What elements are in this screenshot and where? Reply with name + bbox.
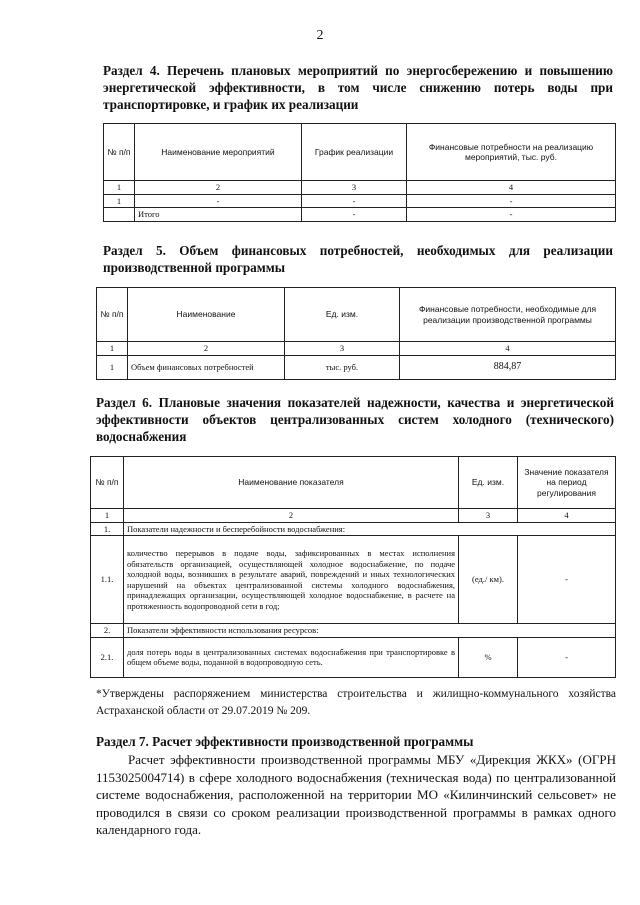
header-cell: Наименование — [128, 288, 285, 342]
table-row — [104, 208, 616, 222]
table-row — [97, 342, 616, 356]
table-row — [91, 637, 616, 677]
table-cell: 2 — [124, 509, 459, 523]
table-cell: % — [459, 637, 518, 677]
table-cell: 3 — [302, 181, 407, 195]
table-cell: 2 — [135, 181, 302, 195]
section5-title: Раздел 5. Объем финансовых потребностей, необходимых для реализации производственной программы — [103, 243, 613, 275]
table-cell: 2.1. — [91, 637, 124, 677]
table-cell — [104, 208, 135, 222]
header-cell: Ед. изм. — [285, 288, 400, 342]
table-header-row — [104, 124, 616, 181]
header-cell: № п/п — [104, 124, 135, 181]
table-row — [104, 194, 616, 208]
table-cell: 4 — [407, 181, 616, 195]
header-cell: Наименование мероприятий — [135, 124, 302, 181]
table-cell: - — [407, 194, 616, 208]
table-row — [91, 624, 616, 638]
table-cell: 1 — [97, 355, 128, 379]
section6-title: Раздел 6. Плановые значения показателей надежности, качества и энергетической эффективности объектов централизованных систем холодного (технического) водоснабжения — [96, 395, 614, 444]
group-label: Показатели эффективности использования ресурсов: — [124, 624, 616, 638]
table-cell: 1.1. — [91, 536, 124, 624]
section6-table — [90, 456, 616, 678]
table-cell: 1 — [104, 181, 135, 195]
table-cell: - — [407, 208, 616, 222]
table-cell: 4 — [518, 509, 616, 523]
table-cell: тыс. руб. — [285, 355, 400, 379]
table-header-row — [91, 457, 616, 509]
table-cell: (ед./ км). — [459, 536, 518, 624]
total-label: Итого — [135, 208, 302, 222]
table-cell: 2. — [91, 624, 124, 638]
table-row — [91, 509, 616, 523]
header-cell: Значение показателя на период регулирования — [518, 457, 616, 509]
table-cell: - — [302, 208, 407, 222]
indicator-text: количество перерывов в подаче воды, зафиксированных в местах исполнения обязательств организацией, осуществляющей холодное водоснабжение, по подаче холодной воды, возникших в результате аварий, повреждений и иных технологических нарушений на объектах централизованной системы холодного водоснабжения, принадлежащих организации, осуществляющей холодное водоснабжение, в расчете на протяженность водопроводной сети в год; — [124, 536, 459, 624]
header-cell: Финансовые потребности на реализацию мероприятий, тыс. руб. — [407, 124, 616, 181]
table-cell: - — [518, 637, 616, 677]
table-cell: 1 — [97, 342, 128, 356]
table-row — [91, 536, 616, 624]
section4-table — [103, 123, 616, 222]
table-row — [97, 355, 616, 379]
table-row — [91, 522, 616, 536]
section4-title: Раздел 4. Перечень плановых мероприятий по энергосбережению и повышению энергетической эффективности, в том числе снижению потерь воды при транспортировке, и график их реализации — [103, 63, 613, 112]
header-cell: График реализации — [302, 124, 407, 181]
table-cell: 1 — [91, 509, 124, 523]
table-cell: - — [518, 536, 616, 624]
header-cell: Финансовые потребности, необходимые для реализации производственной программы — [400, 288, 616, 342]
section5-table — [96, 287, 616, 380]
table-cell: 1 — [104, 194, 135, 208]
group-label: Показатели надежности и бесперебойности водоснабжения: — [124, 522, 616, 536]
table-cell: 884,87 — [400, 355, 616, 379]
table-row — [104, 181, 616, 195]
table-cell: 4 — [400, 342, 616, 356]
header-cell: Ед. изм. — [459, 457, 518, 509]
header-cell: № п/п — [97, 288, 128, 342]
header-cell: Наименование показателя — [124, 457, 459, 509]
footnote: *Утверждены распоряжением министерства строительства и жилищно-коммунального хозяйства Астраханской области от 29.07.2019 № 209. — [96, 688, 616, 717]
table-cell: Объем финансовых потребностей — [128, 355, 285, 379]
table-cell: 3 — [459, 509, 518, 523]
section7-title: Раздел 7. Расчет эффективности производственной программы — [96, 734, 474, 749]
table-header-row — [97, 288, 616, 342]
table-cell: - — [135, 194, 302, 208]
table-cell: 2 — [128, 342, 285, 356]
header-cell: № п/п — [91, 457, 124, 509]
section7-text: Расчет эффективности производственной программы МБУ «Дирекция ЖКХ» (ОГРН 1153025004714) в сфере холодного водоснабжения (техническая вода) по централизованной системе водоснабжения, расположенной на территории МО «Килинчинский сельсовет» не проводился в связи со сроком реализации производственной программы в рамках одного календарного года. — [96, 752, 616, 837]
page-number: 2 — [316, 28, 324, 43]
table-cell: - — [302, 194, 407, 208]
indicator-text: доля потерь воды в централизованных системах водоснабжения при транспортировке в общем объеме воды, поданной в водопроводную сеть. — [124, 637, 459, 677]
table-cell: 1. — [91, 522, 124, 536]
table-cell: 3 — [285, 342, 400, 356]
